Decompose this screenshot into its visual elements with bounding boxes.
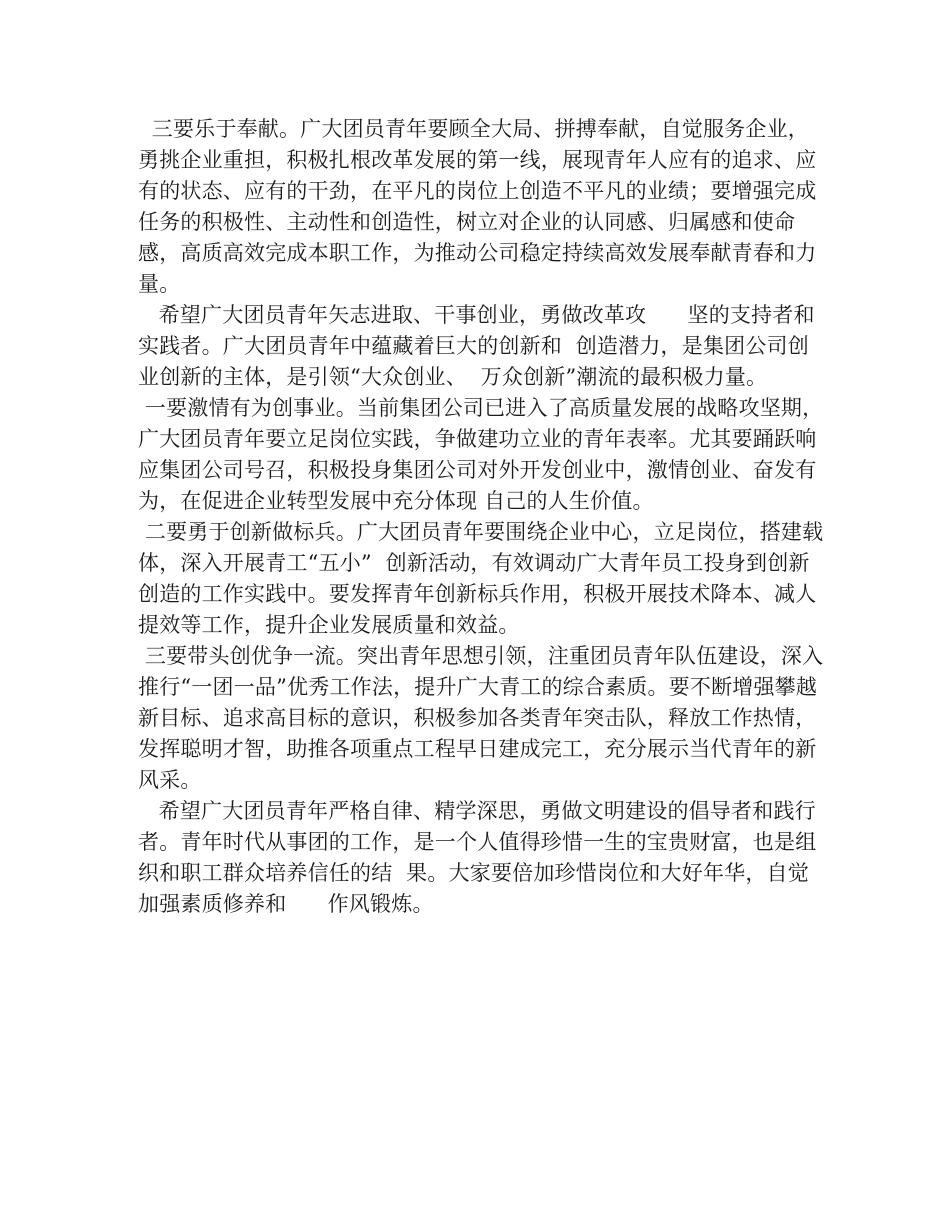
paragraph-2: 希望广大团员青年矢志进取、干事创业，勇做改革攻 坚的支持者和实践者。广大团员青年中蕴藏着巨大的创新和 创造潜力，是集团公司创业创新的主体，是引领“大众创业、 万众创新”潮流的最积极力量。 xyxy=(138,303,815,389)
paragraph-3: 一要激情有为创事业。当前集团公司已进入了高质量发展的战略攻坚期，广大团员青年要立足岗位实践，争做建功立业的青年表率。尤其要踊跃响应集团公司号召，积极投身集团公司对外开发创业中，激情创业、奋发有为，在促进企业转型发展中充分体现 自己的人生价值。 xyxy=(138,396,824,513)
paragraph-4: 二要勇于创新做标兵。广大团员青年要围绕企业中心，立足岗位，搭建载体，深入开展青工“五小” 创新活动，有效调动广大青年员工投身到创新创造的工作实践中。要发挥青年创新标兵作用，积极开展技术降本、减人提效等工作，提升企业发展质量和效益。 xyxy=(138,520,824,637)
paragraph-5: 三要带头创优争一流。突出青年思想引领，注重团员青年队伍建设，深入推行“一团一品”优秀工作法，提升广大青工的综合素质。要不断增强攀越新目标、追求高目标的意识，积极参加各类青年突击队，释放工作热情，发挥聪明才智，助推各项重点工程早日建成完工，充分展示当代青年的新风采。 xyxy=(138,644,824,792)
paragraph-1: 三要乐于奉献。广大团员青年要顾全大局、拼搏奉献，自觉服务企业，勇挑企业重担，积极扎根改革发展的第一线，展现青年人应有的追求、应有的状态、应有的干劲，在平凡的岗位上创造不平凡的业绩；要增强完成任务的积极性、主动性和创造性，树立对企业的认同感、归属感和使命感，高质高效完成本职工作，为推动公司稳定持续高效发展奉献青春和力量。 xyxy=(138,117,817,296)
paragraph-6: 希望广大团员青年严格自律、精学深思，勇做文明建设的倡导者和践行者。青年时代从事团的工作，是一个人值得珍惜一生的宝贵财富，也是组织和职工群众培养信任的结 果。大家要倍加珍惜岗位和大好年华，自觉加强素质修养和 作风锻炼。 xyxy=(138,799,817,916)
document-body xyxy=(138,114,828,920)
